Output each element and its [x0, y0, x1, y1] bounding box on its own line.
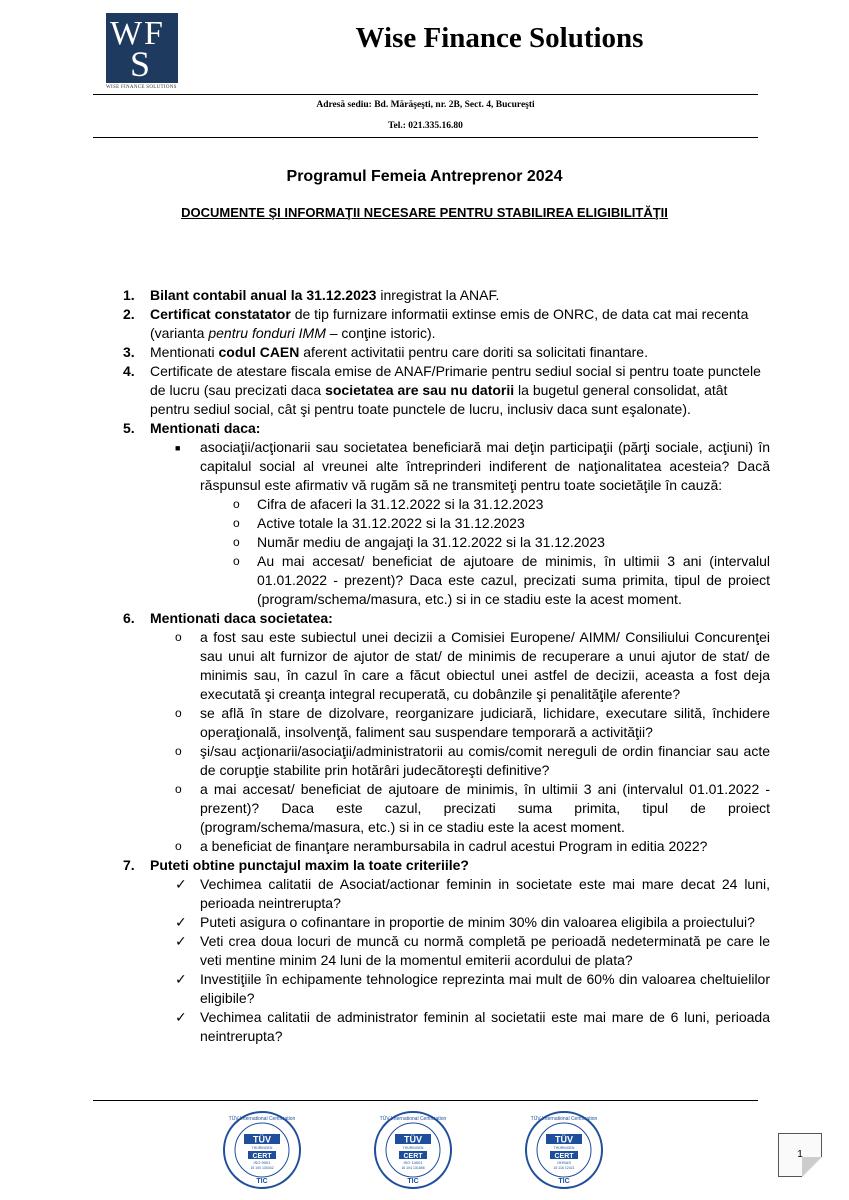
checkmark-icon: ✓: [175, 933, 187, 949]
company-phone: Tel.: 021.335.16.80: [388, 121, 463, 131]
tuv-cert-seal-iso-9001: [222, 1110, 302, 1190]
square-bullet-icon: ■: [175, 443, 181, 453]
checkmark-icon: ✓: [175, 1009, 187, 1025]
page-number: 1: [797, 1149, 803, 1160]
item-italic-text: pentru fonduri IMM: [208, 325, 326, 341]
sub-item: [233, 533, 770, 552]
sub-item-text: Cifra de afaceri la 31.12.2022 si la 31.12.2023: [257, 496, 544, 512]
checkmark-icon: ✓: [175, 914, 187, 930]
svg-text:THÜRINGEN: THÜRINGEN: [553, 1146, 575, 1150]
logo-tagline: WISE FINANCE SOLUTIONS: [106, 85, 177, 90]
svg-text:THÜRINGEN: THÜRINGEN: [251, 1146, 273, 1150]
list-item-5: [123, 419, 770, 438]
circle-bullet-icon: o: [175, 630, 182, 644]
company-name: Wise Finance Solutions: [355, 22, 644, 54]
check-item-text: Investiţiile în echipamente tehnologice reprezinta mai mult de 60% din valoarea cheltuielilor eligibile?: [200, 971, 770, 1006]
checkmark-icon: ✓: [175, 971, 187, 987]
header-divider-bottom: [93, 137, 758, 138]
item-bold-text: Mentionati daca:: [150, 420, 261, 436]
check-item-text: Vechimea calitatii de Asociat/actionar feminin in societate este mai mare decat 24 luni, perioada neintrerupta?: [200, 876, 770, 911]
sub-item-text: a mai accesat/ beneficiat de ajutoare de minimis, în ultimii 3 ani (intervalul 01.01.2022 - prezent)? Daca este cazul, precizati suma primita, tipul de proiect (program/schema/masura, etc.) si in ce stadiu este la acest moment.: [200, 781, 770, 835]
check-item: [175, 932, 770, 970]
item-text: inregistrat la ANAF.: [376, 287, 500, 303]
circle-bullet-icon: o: [175, 744, 182, 758]
requirements-list: [123, 286, 770, 1046]
document-subtitle: DOCUMENTE ŞI INFORMAŢII NECESARE PENTRU STABILIREA ELIGIBILITĂŢII: [181, 205, 668, 220]
svg-text:ISO 14001: ISO 14001: [403, 1160, 423, 1165]
item-text: Certificate de atestare fiscala emise de ANAF/Primarie pentru sediul social si pentru toate punctele de lucru (sau precizati daca: [150, 363, 761, 398]
sub-item-text: a beneficiat de finanţare nerambursabila in cadrul acestui Program in editia 2022?: [200, 838, 708, 854]
check-item: [175, 875, 770, 913]
svg-text:TÜV: TÜV: [404, 1134, 422, 1145]
sub-item: [175, 704, 770, 742]
sub-item-text: Număr mediu de angajaţi la 31.12.2022 si la 31.12.2023: [257, 534, 605, 550]
svg-text:TIC: TIC: [256, 1178, 268, 1185]
sub-item: [175, 628, 770, 704]
circle-bullet-icon: o: [233, 497, 240, 511]
header-divider-top: [93, 94, 758, 95]
document-title: Programul Femeia Antreprenor 2024: [286, 168, 563, 185]
circle-bullet-icon: o: [175, 782, 182, 796]
svg-text:TÜV International Certificatio: TÜV International Certification: [530, 1116, 598, 1122]
list-item-2: [123, 305, 770, 343]
list-item-3: [123, 343, 770, 362]
svg-text:TÜV International Certificatio: TÜV International Certification: [228, 1116, 296, 1122]
circle-bullet-icon: o: [233, 535, 240, 549]
check-item-text: Veti crea doua locuri de muncă cu normă completă pe perioadă nedeterminată pe care le veti mentine minim 24 luni de la momentul emiterii acordului de plata?: [200, 933, 770, 968]
check-item-text: Puteti asigura o cofinantare in proportie de minim 30% din valoarea eligibila a proiectului?: [200, 914, 755, 930]
item-number: 6.: [123, 610, 135, 626]
item-bold-text: societatea are sau nu datorii: [325, 382, 515, 398]
item-text: la bugetul general consolidat, atât pentru sediul social, cât şi pentru toate punctele de lucru, inclusiv daca sunt eşalonate).: [150, 382, 728, 417]
item-text: de tip furnizare informatii extinse emis de ONRC, de data cat mai recenta (varianta: [150, 306, 749, 341]
sub-item: [175, 742, 770, 780]
circle-bullet-icon: o: [233, 516, 240, 530]
svg-text:ISO 9001: ISO 9001: [253, 1160, 271, 1165]
svg-text:OHSAS: OHSAS: [556, 1160, 572, 1165]
check-item: [175, 1008, 770, 1046]
bullet-text: asociaţii/acţionarii sau societatea beneficiară mai deţin participaţii (părţi sociale, acţiuni) în capitalul social al vreunei alte întreprinderi indiferent de naţionalitatea acesteia? Dacă răspunsul este afirmativ vă rugăm să ne transmiteţi pentru toate societăţile în cauză:: [200, 439, 770, 493]
circle-bullet-icon: o: [175, 839, 182, 853]
item-bold-text: Bilant contabil anual la 31.12.2023: [150, 287, 377, 303]
svg-text:15 104 131666: 15 104 131666: [401, 1166, 425, 1170]
item-text: – conţine istoric).: [325, 325, 436, 341]
svg-text:15 116 12421: 15 116 12421: [553, 1166, 575, 1170]
circle-bullet-icon: o: [175, 706, 182, 720]
svg-text:TÜV: TÜV: [253, 1134, 271, 1145]
sub-item-text: se află în stare de dizolvare, reorganizare judiciară, lichidare, executare silită, închidere operaţională, insolvenţă, faliment sau suspendare temporară a activităţii?: [200, 705, 770, 740]
svg-text:CERT: CERT: [554, 1152, 574, 1160]
svg-text:15 100 130342: 15 100 130342: [250, 1166, 274, 1170]
item-number: 2.: [123, 306, 135, 322]
sub-item-text: Active totale la 31.12.2022 si la 31.12.2023: [257, 515, 525, 531]
item-number: 7.: [123, 857, 135, 873]
check-item: [175, 970, 770, 1008]
item-bold-text: Mentionati daca societatea:: [150, 610, 333, 626]
svg-text:TIC: TIC: [407, 1178, 419, 1185]
sub-item-text: şi/sau acţionarii/asociaţii/administratorii au comis/comit nereguli de ordin financiar sau acte de corupţie stabilite prin hotărâri judecătoreşti definitive?: [200, 743, 770, 778]
sub-item: [175, 837, 770, 856]
bullet-item: [175, 438, 770, 495]
check-item: [175, 913, 770, 932]
svg-text:CERT: CERT: [252, 1152, 272, 1160]
logo-letter-f: F: [144, 15, 163, 52]
item-number: 3.: [123, 344, 135, 360]
footer-divider: [93, 1100, 758, 1101]
svg-text:TÜV: TÜV: [555, 1134, 573, 1145]
svg-text:THÜRINGEN: THÜRINGEN: [402, 1146, 424, 1150]
company-address: Adresă sediu: Bd. Mărăşeşti, nr. 2B, Sect. 4, Bucureşti: [316, 100, 535, 110]
logo-letter-w: W: [110, 15, 143, 52]
svg-text:TÜV International Certificatio: TÜV International Certification: [379, 1116, 447, 1122]
tuv-cert-seal-iso-14001: [373, 1110, 453, 1190]
item-number: 5.: [123, 420, 135, 436]
sub-item-text: Au mai accesat/ beneficiat de ajutoare de minimis, în ultimii 3 ani (intervalul 01.01.2022 - prezent)? Daca este cazul, precizati suma primita, tipul de proiect (program/schema/masura, etc.) si in ce stadiu este la acest moment.: [257, 553, 770, 607]
sub-item: [233, 495, 770, 514]
item-bold-text: Puteti obtine punctajul maxim la toate criteriile?: [150, 857, 469, 873]
sub-item-text: a fost sau este subiectul unei decizii a Comisiei Europene/ AIMM/ Consiliului Concurenţei sau unui alt furnizor de ajutor de stat/ de minimis de recuperare a unui ajutor de stat/ de minimis sau, în cazul în care a făcut obiectul unei astfel de decizii, aceasta a fost deja executată şi creanţa integral recuperată, cu dobânzile şi penalităţile aferente?: [200, 629, 770, 702]
sub-item: [233, 514, 770, 533]
checkmark-icon: ✓: [175, 876, 187, 892]
item-number: 1.: [123, 287, 135, 303]
item-text: Mentionati: [150, 344, 219, 360]
logo-letter-s: S: [130, 44, 151, 84]
item-text: aferent activitatii pentru care doriti sa solicitati finantare.: [299, 344, 648, 360]
item-bold-text: Certificat constatator: [150, 306, 291, 322]
check-item-text: Vechimea calitatii de administrator feminin al societatii este mai mare de 6 luni, perioada neintrerupta?: [200, 1009, 770, 1044]
list-item-6: [123, 609, 770, 628]
item-bold-text: codul CAEN: [218, 344, 300, 360]
svg-text:CERT: CERT: [403, 1152, 423, 1160]
item-number: 4.: [123, 363, 135, 379]
list-item-1: [123, 286, 770, 305]
svg-text:TIC: TIC: [558, 1178, 570, 1185]
sub-item: [175, 780, 770, 837]
list-item-7: [123, 856, 770, 875]
list-item-4: [123, 362, 770, 419]
tuv-cert-seal-ohsas: [524, 1110, 604, 1190]
sub-item: [233, 552, 770, 609]
page-number-box: [778, 1133, 822, 1177]
circle-bullet-icon: o: [233, 554, 240, 568]
